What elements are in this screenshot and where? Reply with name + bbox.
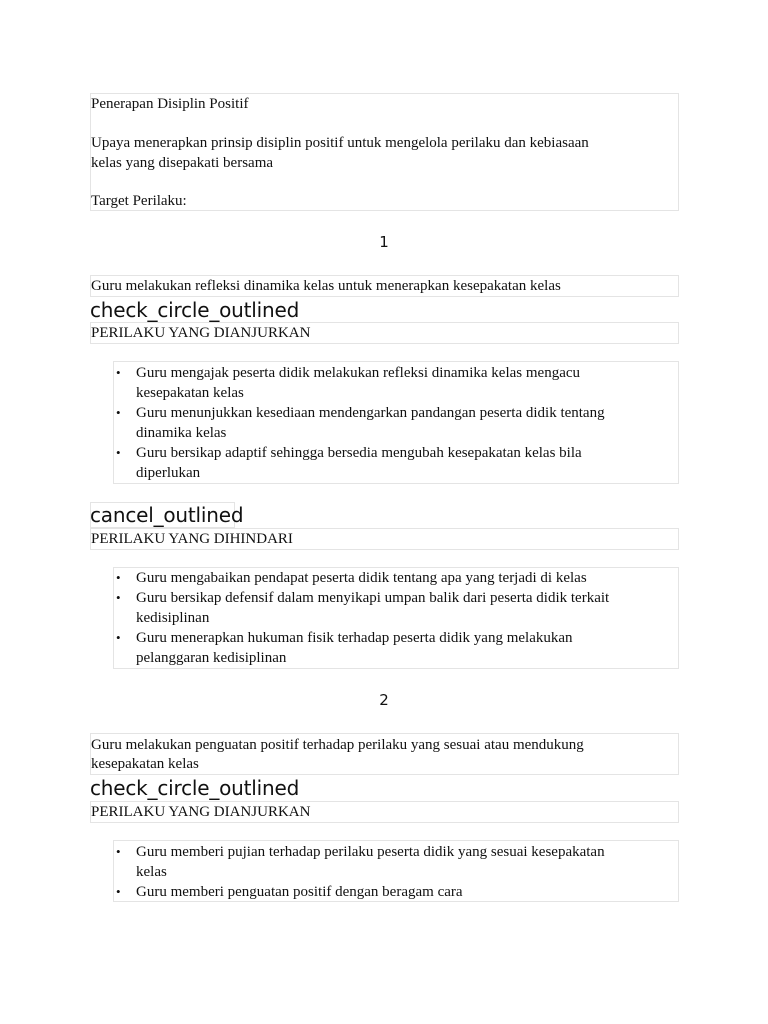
list-item-line1: • Guru memberi pujian terhadap perilaku peserta didik yang sesuai kesepakatan	[136, 844, 605, 860]
list-item-line2: kesepakatan kelas	[136, 385, 244, 401]
section-1-recommended-heading: PERILAKU YANG DIANJURKAN	[91, 325, 311, 341]
list-item-line2: diperlukan	[136, 465, 201, 481]
list-item-line1: • Guru memberi penguatan positif dengan beragam cara	[136, 884, 463, 900]
page-title: Penerapan Disiplin Positif	[91, 96, 249, 112]
list-item	[114, 628, 674, 668]
list-item-line1: • Guru menunjukkan kesediaan mendengarkan pandangan peserta didik tentang	[136, 405, 605, 421]
section-1-statement: Guru melakukan refleksi dinamika kelas untuk menerapkan kesepakatan kelas	[91, 278, 561, 294]
list-item-line1: • Guru bersikap adaptif sehingga bersedia mengubah kesepakatan kelas bila	[136, 445, 582, 461]
list-item-line2: kedisiplinan	[136, 610, 210, 626]
list-item-line2: pelanggaran kedisiplinan	[136, 650, 287, 666]
list-item	[114, 403, 674, 443]
section-1-recommended-list	[114, 363, 674, 483]
intro-description-line1: Upaya menerapkan prinsip disiplin positif untuk mengelola perilaku dan kebiasaan	[91, 135, 589, 151]
list-item	[114, 443, 674, 483]
section-number-1: 1	[379, 233, 389, 251]
section-2-statement-line1: Guru melakukan penguatan positif terhadap perilaku yang sesuai atau mendukung	[91, 737, 584, 753]
list-item	[114, 842, 674, 882]
section-1-avoided-list	[114, 568, 674, 668]
check-circle-icon: check_circle_outlined	[90, 776, 300, 800]
list-item	[114, 363, 674, 403]
list-item-line2: dinamika kelas	[136, 425, 227, 441]
list-item	[114, 588, 674, 628]
list-item-line1: • Guru mengajak peserta didik melakukan refleksi dinamika kelas mengacu	[136, 365, 581, 381]
section-2-recommended-list	[114, 842, 674, 902]
list-item-line1: • Guru bersikap defensif dalam menyikapi umpan balik dari peserta didik terkait	[136, 590, 610, 606]
section-2-statement-line2: kesepakatan kelas	[91, 756, 199, 772]
list-item-line1: • Guru menerapkan hukuman fisik terhadap peserta didik yang melakukan	[136, 630, 573, 646]
check-circle-icon: check_circle_outlined	[90, 298, 300, 322]
list-item-line1: • Guru mengabaikan pendapat peserta didik tentang apa yang terjadi di kelas	[136, 570, 587, 586]
section-number-2: 2	[379, 691, 389, 709]
list-item	[114, 882, 674, 902]
section-1-avoided-heading: PERILAKU YANG DIHINDARI	[91, 531, 293, 547]
section-2-recommended-heading: PERILAKU YANG DIANJURKAN	[91, 804, 311, 820]
list-item-line2: kelas	[136, 864, 167, 880]
intro-description-line2: kelas yang disepakati bersama	[91, 155, 274, 171]
target-label: Target Perilaku:	[91, 193, 187, 209]
cancel-icon: cancel_outlined	[90, 503, 244, 527]
list-item	[114, 568, 674, 588]
